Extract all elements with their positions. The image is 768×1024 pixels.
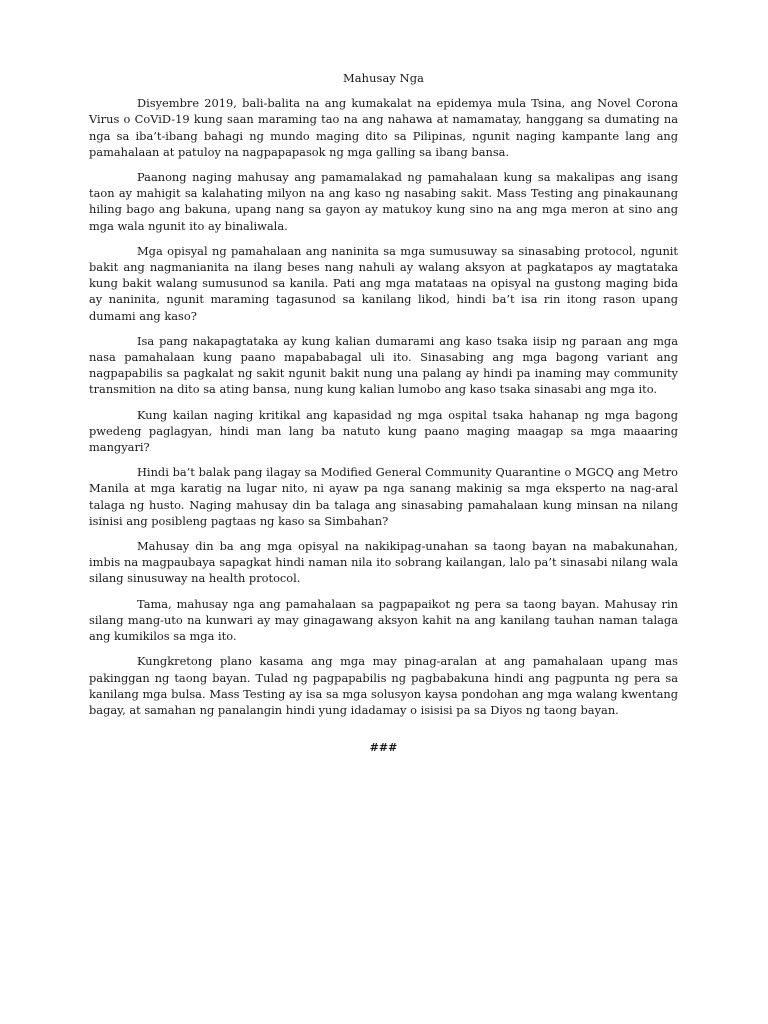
paragraph-4: Isa pang nakapagtataka ay kung kalian dumarami ang kaso tsaka iisip ng paraan ang mga nasa pamahalaan kung paano mapababagal uli ito. Sinasabing ang mga bagong variant ang nagpapabilis sa pagkalat ng sakit ngunit bakit nung una palang ay hindi pa inaming may community transmition na dito sa ating bansa, nung kung kalian lumobo ang kaso tsaka sinasabi ang mga ito. xyxy=(89,333,678,397)
document-page xyxy=(89,70,678,756)
paragraph-3: Mga opisyal ng pamahalaan ang naninita sa mga sumusuway sa sinasabing protocol, ngunit bakit ang nagmanianita na ilang beses nang nahuli ay walang aksyon at pagkatapos ay magtataka kung bakit walang sumusunod sa kanila. Pati ang mga matataas na opisyal na gustong maging bida ay naninita, ngunit maraming tagasunod sa kanilang likod, hindi ba’t isa rin itong rason upang dumami ang kaso? xyxy=(89,243,678,323)
paragraph-7: Mahusay din ba ang mga opisyal na nakikipag-unahan sa taong bayan na mabakunahan, imbis na magpaubaya sapagkat hindi naman nila ito sobrang kailangan, lalo pa’t sinasabi nilang wala silang sinusuway na health protocol. xyxy=(89,539,678,586)
document-title: Mahusay Nga xyxy=(343,71,424,85)
end-mark: ### xyxy=(369,741,398,755)
paragraph-6: Hindi ba’t balak pang ilagay sa Modified General Community Quarantine o MGCQ ang Metro Manila at mga karatig na lugar nito, ni ayaw pa nga sanang makinig sa mga eksperto na nag-aral talaga ng husto. Naging mahusay din ba talaga ang sinasabing pamahalaan kung minsan na nilang isinisi ang posibleng pagtaas ng kaso sa Simbahan? xyxy=(89,465,678,528)
paragraph-9: Kungkretong plano kasama ang mga may pinag-aralan at ang pamahalaan upang mas pakinggan ng taong bayan. Tulad ng pagpapabilis ng pagbabakuna hindi ang pagpunta ng pera sa kanilang mga bulsa. Mass Testing ay isa sa mga solusyon kaysa pondohan ang mga walang kwentang bagay, at samahan ng panalangin hindi yung idadamay o isisisi pa sa Diyos ng taong bayan. xyxy=(89,654,678,717)
paragraph-5: Kung kailan naging kritikal ang kapasidad ng mga ospital tsaka hahanap ng mga bagong pwedeng paglagyan, hindi man lang ba natuto kung paano maging maagap sa mga maaaring mangyari? xyxy=(89,407,678,455)
paragraph-8: Tama, mahusay nga ang pamahalaan sa pagpapaikot ng pera sa taong bayan. Mahusay rin silang mang-uto na kunwari ay may ginagawang aksyon kahit na ang kanilang tauhan naman talaga ang kumikilos sa mga ito. xyxy=(89,596,678,644)
paragraph-2: Paanong naging mahusay ang pamamalakad ng pamahalaan kung sa makalipas ang isang taon ay mahigit sa kalahating milyon na ang kaso ng nasabing sakit. Mass Testing ang pinakaunang hiling bago ang bakuna, upang nang sa gayon ay matukoy kung sino na ang mga meron at sino ang mga wala ngunit ito ay binaliwala. xyxy=(89,170,678,233)
paragraph-1: Disyembre 2019, bali-balita na ang kumakalat na epidemya mula Tsina, ang Novel Corona Virus o CoViD-19 kung saan maraming tao na ang nahawa at namamatay, hanggang sa dumating na nga sa iba’t-ibang bahagi ng mundo maging dito sa Pilipinas, ngunit naging kampante lang ang pamahalaan at patuloy na nagpapapasok ng mga galling sa ibang bansa. xyxy=(89,96,678,159)
